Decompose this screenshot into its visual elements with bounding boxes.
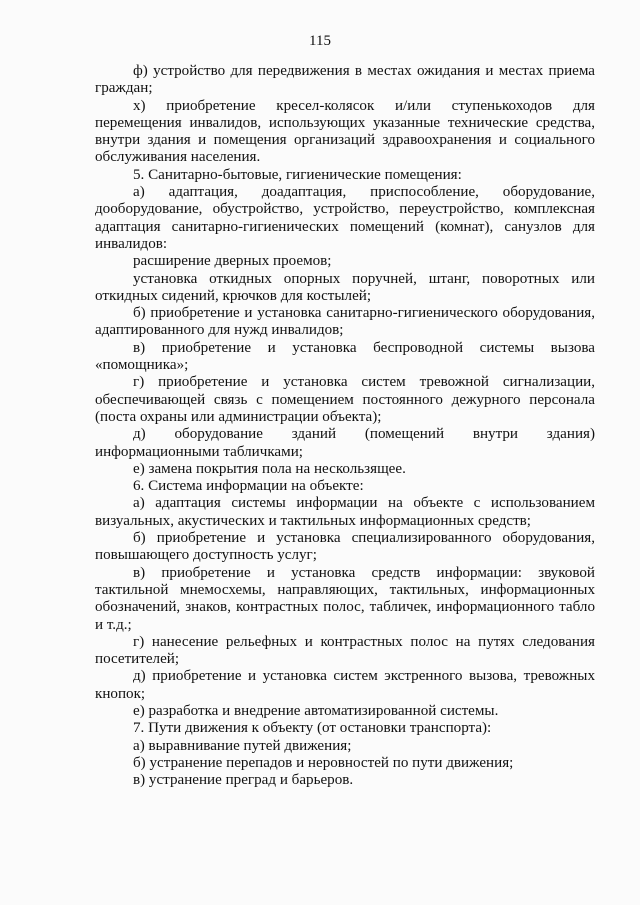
paragraph: а) выравнивание путей движения; (133, 737, 352, 754)
paragraph: в) приобретение и установка средств информации: звуковой тактильной мнемосхемы, направляющих, тактильных, информационных обозначений, знаков, контрастных полос, табличек, информационного табло и т.д.; (95, 564, 595, 633)
paragraph: б) устранение перепадов и неровностей по пути движения; (133, 754, 514, 771)
paragraph: 6. Система информации на объекте: (133, 478, 364, 495)
paragraph: г) приобретение и установка систем тревожной сигнализации, обеспечивающей связь с помещением постоянного дежурного персонала (поста охраны или администрации объекта); (95, 374, 595, 425)
paragraph: ф) устройство для передвижения в местах ожидания и местах приема граждан; (95, 63, 595, 97)
paragraph: е) разработка и внедрение автоматизированной системы. (133, 702, 499, 719)
paragraph: расширение дверных проемов; (133, 253, 332, 270)
document-body (95, 63, 595, 789)
paragraph: б) приобретение и установка санитарно-гигиенического оборудования, адаптированного для нужд инвалидов; (95, 305, 595, 339)
paragraph: г) нанесение рельефных и контрастных полос на путях следования посетителей; (95, 633, 595, 668)
paragraph: в) устранение преград и барьеров. (133, 772, 354, 789)
paragraph: а) адаптация системы информации на объекте с использованием визуальных, акустических и тактильных информационных средств; (95, 495, 595, 529)
paragraph: х) приобретение кресел-колясок и/или ступенькоходов для перемещения инвалидов, использующих указанные технические средства, внутри здания и помещения организаций здравоохранения и социального обслуживания населения. (95, 97, 595, 166)
page-number: 115 (309, 33, 331, 49)
paragraph: 5. Санитарно-бытовые, гигиенические помещения: (133, 166, 462, 183)
paragraph: е) замена покрытия пола на нескользящее. (133, 460, 406, 477)
paragraph: 7. Пути движения к объекту (от остановки транспорта): (133, 720, 492, 737)
paragraph: д) оборудование зданий (помещений внутри здания) информационными табличками; (95, 426, 595, 460)
paragraph: б) приобретение и установка специализированного оборудования, повышающего доступность услуг; (95, 530, 595, 564)
paragraph: д) приобретение и установка систем экстренного вызова, тревожных кнопок; (95, 668, 595, 702)
paragraph: в) приобретение и установка беспроводной системы вызова «помощника»; (95, 339, 595, 374)
paragraph: установка откидных опорных поручней, штанг, поворотных или откидных сидений, крючков для костылей; (95, 270, 595, 304)
paragraph: а) адаптация, доадаптация, приспособление, оборудование, дооборудование, обустройство, устройство, переустройство, комплексная адаптация санитарно-гигиенических помещений (комнат), санузлов для инвалидов: (95, 184, 595, 252)
